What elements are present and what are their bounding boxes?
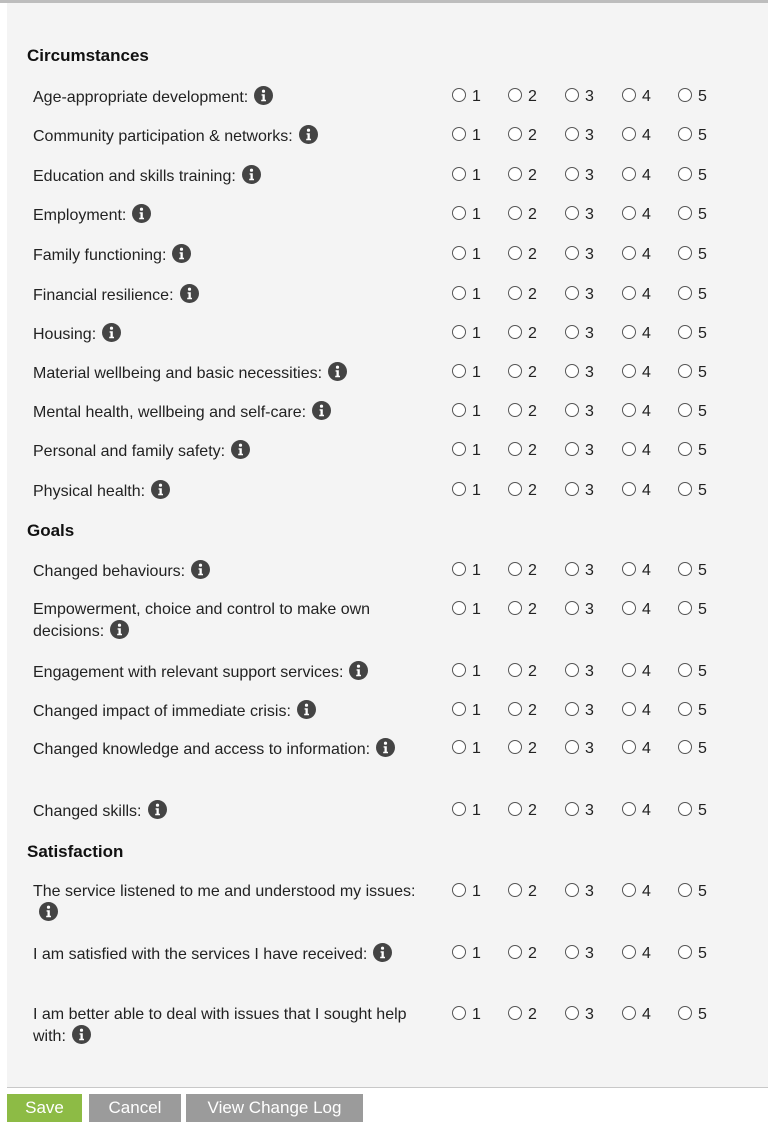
radio-label: 4 (642, 206, 651, 223)
radio-label: 1 (472, 206, 481, 223)
radio-button[interactable] (452, 442, 466, 456)
rating-label-text: Material wellbeing and basic necessities: (33, 365, 323, 382)
rating-label-text: Mental health, wellbeing and self-care: (33, 404, 307, 421)
radio-button[interactable] (622, 325, 636, 339)
cancel-button[interactable]: Cancel (89, 1094, 181, 1122)
info-icon[interactable] (39, 902, 58, 921)
radio-label: 5 (698, 482, 707, 499)
info-icon[interactable] (254, 86, 273, 105)
radio-label: 4 (642, 945, 651, 962)
radio-label: 3 (585, 482, 594, 499)
radio-label: 4 (642, 88, 651, 105)
radio-label: 3 (585, 601, 594, 618)
radio-label: 3 (585, 88, 594, 105)
rating-label (33, 125, 418, 147)
info-icon[interactable] (172, 244, 191, 263)
radio-label: 2 (528, 325, 537, 342)
radio-button[interactable] (508, 246, 522, 260)
radio-label: 2 (528, 601, 537, 618)
radio-button[interactable] (678, 740, 692, 754)
radio-button[interactable] (622, 364, 636, 378)
radio-label: 5 (698, 442, 707, 459)
info-icon[interactable] (242, 165, 261, 184)
radio-label: 1 (472, 802, 481, 819)
radio-button[interactable] (565, 206, 579, 220)
radio-label: 2 (528, 246, 537, 263)
radio-button[interactable] (678, 601, 692, 615)
radio-label: 4 (642, 601, 651, 618)
radio-button[interactable] (452, 883, 466, 897)
radio-label: 3 (585, 246, 594, 263)
radio-button[interactable] (565, 663, 579, 677)
radio-button[interactable] (678, 246, 692, 260)
radio-button[interactable] (508, 883, 522, 897)
rating-label (33, 1004, 418, 1047)
radio-button[interactable] (678, 482, 692, 496)
radio-button[interactable] (452, 740, 466, 754)
radio-button[interactable] (678, 802, 692, 816)
radio-button[interactable] (622, 127, 636, 141)
radio-button[interactable] (565, 562, 579, 576)
radio-button[interactable] (622, 601, 636, 615)
save-button[interactable]: Save (7, 1094, 82, 1122)
radio-label: 3 (585, 883, 594, 900)
radio-button[interactable] (678, 167, 692, 181)
radio-label: 4 (642, 562, 651, 579)
radio-label: 3 (585, 562, 594, 579)
radio-button[interactable] (678, 88, 692, 102)
rating-label (33, 440, 418, 462)
radio-label: 5 (698, 1006, 707, 1023)
radio-label: 2 (528, 663, 537, 680)
radio-label: 4 (642, 364, 651, 381)
radio-button[interactable] (565, 883, 579, 897)
radio-label: 3 (585, 1006, 594, 1023)
radio-label: 2 (528, 206, 537, 223)
radio-label: 5 (698, 562, 707, 579)
rating-label (33, 560, 418, 582)
radio-button[interactable] (452, 945, 466, 959)
radio-button[interactable] (678, 127, 692, 141)
radio-button[interactable] (508, 88, 522, 102)
radio-label: 1 (472, 325, 481, 342)
radio-button[interactable] (565, 246, 579, 260)
info-icon[interactable] (72, 1025, 91, 1044)
info-icon[interactable] (110, 620, 129, 639)
radio-button[interactable] (508, 325, 522, 339)
info-icon[interactable] (151, 480, 170, 499)
radio-button[interactable] (452, 663, 466, 677)
radio-button[interactable] (622, 206, 636, 220)
radio-label: 1 (472, 246, 481, 263)
radio-button[interactable] (452, 1006, 466, 1020)
radio-button[interactable] (622, 482, 636, 496)
view-change-log-button[interactable]: View Change Log (186, 1094, 363, 1122)
radio-button[interactable] (565, 802, 579, 816)
rating-label-text: Changed knowledge and access to information: (33, 741, 371, 758)
radio-label: 5 (698, 167, 707, 184)
radio-button[interactable] (678, 663, 692, 677)
radio-label: 5 (698, 663, 707, 680)
rating-label-text: Community participation & networks: (33, 128, 293, 145)
radio-label: 3 (585, 325, 594, 342)
rating-label (33, 244, 418, 266)
radio-button[interactable] (678, 286, 692, 300)
radio-label: 2 (528, 883, 537, 900)
radio-label: 1 (472, 127, 481, 144)
radio-button[interactable] (565, 127, 579, 141)
radio-label: 5 (698, 601, 707, 618)
rating-label-text: The service listened to me and understood my issues: (33, 883, 416, 900)
info-icon[interactable] (373, 943, 392, 962)
rating-label-text: Changed behaviours: (33, 563, 186, 580)
radio-button[interactable] (508, 601, 522, 615)
radio-button[interactable] (678, 702, 692, 716)
radio-button[interactable] (565, 364, 579, 378)
radio-label: 2 (528, 403, 537, 420)
radio-button[interactable] (508, 740, 522, 754)
radio-label: 5 (698, 740, 707, 757)
radio-button[interactable] (622, 167, 636, 181)
radio-button[interactable] (678, 945, 692, 959)
radio-label: 3 (585, 802, 594, 819)
radio-button[interactable] (678, 562, 692, 576)
section-title-satisfaction: Satisfaction (27, 842, 124, 861)
radio-label: 1 (472, 663, 481, 680)
radio-button[interactable] (508, 802, 522, 816)
radio-label: 2 (528, 562, 537, 579)
radio-button[interactable] (622, 740, 636, 754)
radio-button[interactable] (678, 325, 692, 339)
radio-button[interactable] (678, 1006, 692, 1020)
radio-label: 5 (698, 286, 707, 303)
info-icon[interactable] (299, 125, 318, 144)
radio-button[interactable] (622, 88, 636, 102)
radio-button[interactable] (565, 482, 579, 496)
radio-label: 1 (472, 403, 481, 420)
radio-button[interactable] (452, 702, 466, 716)
radio-label: 1 (472, 442, 481, 459)
rating-label-text: Engagement with relevant support services: (33, 664, 344, 681)
rating-label (33, 800, 418, 822)
radio-label: 1 (472, 364, 481, 381)
radio-button[interactable] (452, 482, 466, 496)
radio-label: 4 (642, 246, 651, 263)
radio-button[interactable] (508, 403, 522, 417)
radio-button[interactable] (678, 883, 692, 897)
rating-label-text: Empowerment, choice and control to make own decisions: (33, 601, 371, 640)
rating-label (33, 480, 418, 502)
info-icon[interactable] (297, 700, 316, 719)
radio-label: 1 (472, 883, 481, 900)
radio-label: 2 (528, 802, 537, 819)
radio-button[interactable] (508, 364, 522, 378)
radio-label: 4 (642, 325, 651, 342)
radio-button[interactable] (565, 601, 579, 615)
radio-label: 2 (528, 945, 537, 962)
info-icon[interactable] (376, 738, 395, 757)
radio-button[interactable] (452, 802, 466, 816)
radio-label: 1 (472, 482, 481, 499)
radio-label: 2 (528, 364, 537, 381)
radio-button[interactable] (452, 364, 466, 378)
radio-label: 5 (698, 206, 707, 223)
radio-label: 4 (642, 167, 651, 184)
radio-button[interactable] (678, 206, 692, 220)
rating-label-text: Physical health: (33, 483, 146, 500)
radio-label: 3 (585, 702, 594, 719)
info-icon[interactable] (180, 284, 199, 303)
rating-label (33, 943, 418, 965)
radio-button[interactable] (622, 945, 636, 959)
radio-button[interactable] (678, 442, 692, 456)
radio-label: 4 (642, 702, 651, 719)
radio-button[interactable] (452, 601, 466, 615)
info-icon[interactable] (231, 440, 250, 459)
section-title-goals: Goals (27, 521, 75, 540)
radio-button[interactable] (508, 286, 522, 300)
rating-label-text: Changed skills: (33, 803, 142, 820)
info-icon[interactable] (148, 800, 167, 819)
radio-button[interactable] (452, 286, 466, 300)
rating-label-text: Family functioning: (33, 247, 167, 264)
radio-label: 4 (642, 127, 651, 144)
rating-label-text: Education and skills training: (33, 168, 236, 185)
rating-label-text: Financial resilience: (33, 287, 174, 304)
radio-button[interactable] (565, 945, 579, 959)
radio-label: 2 (528, 442, 537, 459)
radio-button[interactable] (565, 1006, 579, 1020)
radio-button[interactable] (565, 88, 579, 102)
radio-button[interactable] (452, 206, 466, 220)
radio-label: 5 (698, 246, 707, 263)
radio-label: 5 (698, 802, 707, 819)
radio-button[interactable] (678, 364, 692, 378)
radio-label: 4 (642, 286, 651, 303)
info-icon[interactable] (328, 362, 347, 381)
radio-label: 1 (472, 702, 481, 719)
radio-label: 5 (698, 883, 707, 900)
radio-label: 5 (698, 88, 707, 105)
rating-label (33, 323, 418, 345)
radio-label: 3 (585, 442, 594, 459)
radio-button[interactable] (622, 403, 636, 417)
radio-label: 4 (642, 802, 651, 819)
radio-label: 2 (528, 127, 537, 144)
rating-label (33, 204, 418, 226)
radio-label: 3 (585, 945, 594, 962)
radio-button[interactable] (622, 702, 636, 716)
rating-label (33, 362, 418, 384)
radio-button[interactable] (565, 442, 579, 456)
rating-label-text: Age-appropriate development: (33, 89, 249, 106)
radio-button[interactable] (452, 167, 466, 181)
radio-label: 2 (528, 482, 537, 499)
rating-label-text: I am satisfied with the services I have received: (33, 946, 368, 963)
radio-button[interactable] (565, 286, 579, 300)
radio-label: 1 (472, 286, 481, 303)
radio-button[interactable] (452, 562, 466, 576)
radio-button[interactable] (622, 663, 636, 677)
radio-label: 4 (642, 883, 651, 900)
radio-button[interactable] (622, 562, 636, 576)
radio-label: 1 (472, 1006, 481, 1023)
rating-label (33, 700, 418, 722)
rating-label-text: I am better able to deal with issues that I sought help with: (33, 1006, 407, 1045)
rating-label-text: Changed impact of immediate crisis: (33, 703, 291, 720)
radio-label: 2 (528, 286, 537, 303)
info-icon[interactable] (191, 560, 210, 579)
radio-button[interactable] (508, 562, 522, 576)
section-title-circumstances: Circumstances (27, 46, 149, 65)
info-icon[interactable] (349, 661, 368, 680)
radio-button[interactable] (452, 325, 466, 339)
radio-button[interactable] (452, 246, 466, 260)
radio-label: 4 (642, 663, 651, 680)
radio-label: 5 (698, 702, 707, 719)
radio-label: 3 (585, 364, 594, 381)
radio-label: 5 (698, 127, 707, 144)
radio-button[interactable] (565, 325, 579, 339)
radio-label: 2 (528, 88, 537, 105)
rating-label (33, 881, 418, 924)
radio-label: 1 (472, 562, 481, 579)
radio-label: 1 (472, 740, 481, 757)
radio-button[interactable] (508, 1006, 522, 1020)
rating-label (33, 284, 418, 306)
radio-button[interactable] (565, 702, 579, 716)
rating-label (33, 738, 418, 760)
rating-label (33, 86, 418, 108)
radio-label: 1 (472, 88, 481, 105)
radio-button[interactable] (508, 206, 522, 220)
radio-label: 4 (642, 442, 651, 459)
radio-label: 3 (585, 167, 594, 184)
radio-label: 1 (472, 945, 481, 962)
rating-label-text: Housing: (33, 326, 97, 343)
radio-button[interactable] (622, 1006, 636, 1020)
rating-label (33, 599, 418, 642)
radio-button[interactable] (622, 246, 636, 260)
radio-button[interactable] (508, 167, 522, 181)
radio-label: 3 (585, 206, 594, 223)
rating-label (33, 401, 418, 423)
radio-label: 3 (585, 127, 594, 144)
radio-button[interactable] (565, 167, 579, 181)
radio-label: 2 (528, 1006, 537, 1023)
radio-button[interactable] (508, 442, 522, 456)
radio-label: 5 (698, 325, 707, 342)
rating-label (33, 661, 418, 683)
radio-label: 2 (528, 702, 537, 719)
radio-label: 4 (642, 403, 651, 420)
radio-label: 3 (585, 286, 594, 303)
radio-button[interactable] (678, 403, 692, 417)
info-icon[interactable] (132, 204, 151, 223)
radio-button[interactable] (508, 945, 522, 959)
radio-label: 3 (585, 403, 594, 420)
radio-label: 3 (585, 740, 594, 757)
radio-label: 2 (528, 740, 537, 757)
rating-label (33, 165, 418, 187)
radio-button[interactable] (508, 127, 522, 141)
radio-button[interactable] (452, 88, 466, 102)
radio-label: 3 (585, 663, 594, 680)
radio-label: 1 (472, 601, 481, 618)
radio-button[interactable] (452, 127, 466, 141)
radio-button[interactable] (565, 403, 579, 417)
radio-button[interactable] (565, 740, 579, 754)
radio-button[interactable] (508, 663, 522, 677)
rating-label-text: Personal and family safety: (33, 443, 226, 460)
radio-label: 5 (698, 945, 707, 962)
radio-label: 2 (528, 167, 537, 184)
rating-label-text: Employment: (33, 207, 127, 224)
radio-button[interactable] (622, 802, 636, 816)
radio-label: 5 (698, 364, 707, 381)
info-icon[interactable] (102, 323, 121, 342)
radio-button[interactable] (508, 702, 522, 716)
info-icon[interactable] (312, 401, 331, 420)
radio-label: 4 (642, 740, 651, 757)
radio-button[interactable] (508, 482, 522, 496)
radio-label: 4 (642, 482, 651, 499)
radio-button[interactable] (622, 286, 636, 300)
radio-button[interactable] (622, 442, 636, 456)
radio-label: 5 (698, 403, 707, 420)
radio-label: 4 (642, 1006, 651, 1023)
radio-button[interactable] (452, 403, 466, 417)
radio-button[interactable] (622, 883, 636, 897)
bottom-divider (7, 1087, 768, 1088)
radio-label: 1 (472, 167, 481, 184)
